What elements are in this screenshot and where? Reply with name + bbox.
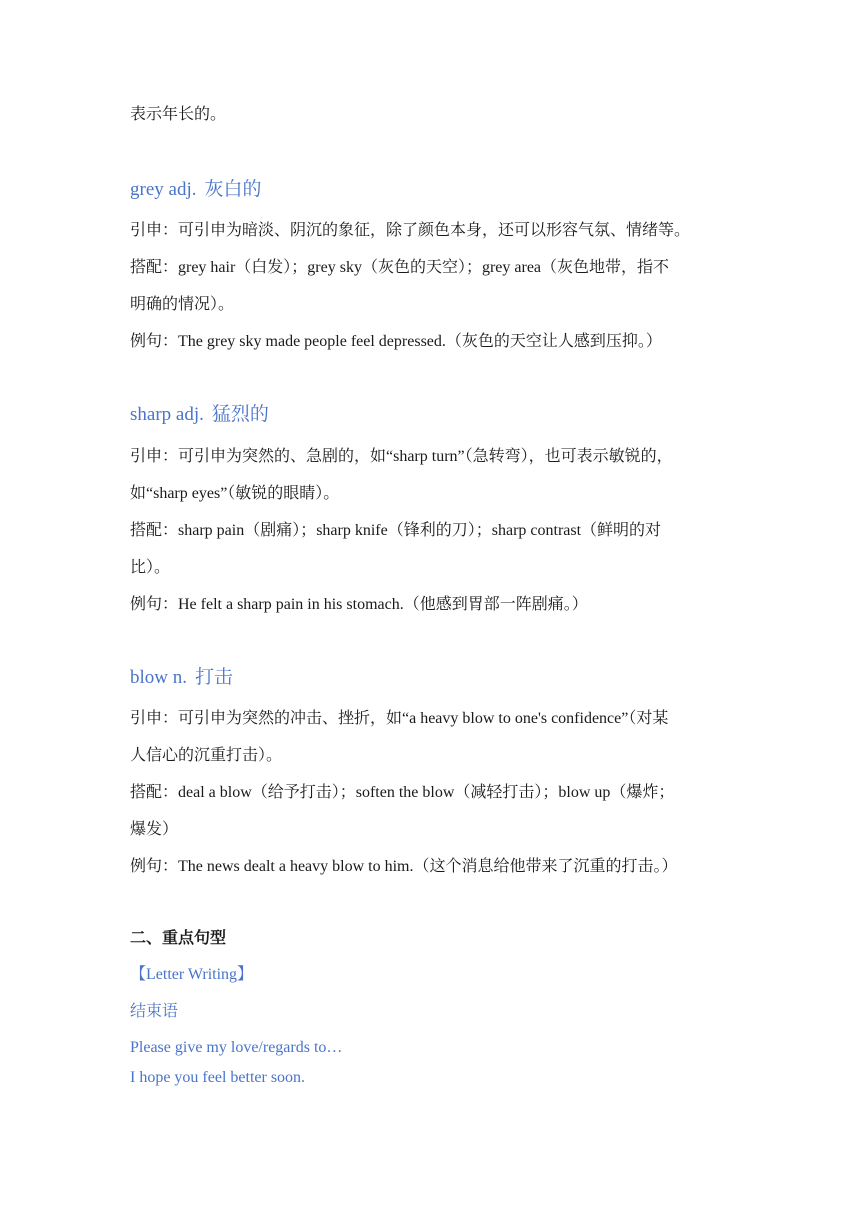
- extension-text: 如“sharp eyes”（敏锐的眼睛）。: [130, 485, 340, 502]
- collocation-text: 搭配：deal a blow（给予打击）；soften the blow（减轻打击）；blow up（爆炸；: [130, 784, 675, 801]
- example-sentence: 例句：The grey sky made people feel depressed.（灰色的天空让人感到压抑。）: [130, 333, 662, 350]
- collocation-text: 搭配：sharp pain（剧痛）；sharp knife（锋利的刀）；sharp contrast（鲜明的对: [130, 522, 662, 539]
- sentence-pattern: Please give my love/regards to…: [130, 1039, 343, 1056]
- example-sentence: 例句：The news dealt a heavy blow to him.（这个消息给他带来了沉重的打击。）: [130, 858, 678, 875]
- meaning: 猛烈的: [211, 404, 269, 425]
- sentence-pattern: I hope you feel better soon.: [130, 1069, 306, 1086]
- section-title: 二、重点句型: [130, 928, 227, 947]
- meaning: 打击: [195, 667, 234, 688]
- extension-text: 引申：可引申为突然的冲击、挫折，如“a heavy blow to one's confidence”（对某: [130, 710, 669, 727]
- headword: grey adj.: [130, 179, 197, 200]
- meaning: 灰白的: [204, 179, 262, 200]
- example-sentence: 例句：He felt a sharp pain in his stomach.（他感到胃部一阵剧痛。）: [130, 596, 588, 613]
- extension-text: 引申：可引申为暗淡、阴沉的象征，除了颜色本身，还可以形容气氛、情绪等。: [130, 222, 691, 239]
- extension-text: 人信心的沉重打击）。: [130, 747, 283, 764]
- headword: blow n.: [130, 667, 187, 688]
- entry-heading-blow: [130, 666, 233, 690]
- intro-tail-text: 表示年长的。: [130, 106, 227, 123]
- section-tag: 【Letter Writing】: [130, 966, 254, 983]
- collocation-text: 比）。: [130, 559, 171, 576]
- collocation-text: 明确的情况）。: [130, 296, 235, 313]
- collocation-text: 爆发）: [130, 821, 179, 838]
- section-subtitle: 结束语: [130, 1003, 179, 1020]
- entry-heading-grey: [130, 178, 262, 202]
- collocation-text: 搭配：grey hair（白发）；grey sky（灰色的天空）；grey area（灰色地带，指不: [130, 259, 670, 276]
- extension-text: 引申：可引申为突然的、急剧的，如“sharp turn”（急转弯），也可表示敏锐的，: [130, 448, 673, 465]
- entry-heading-sharp: [130, 403, 269, 427]
- headword: sharp adj.: [130, 404, 204, 425]
